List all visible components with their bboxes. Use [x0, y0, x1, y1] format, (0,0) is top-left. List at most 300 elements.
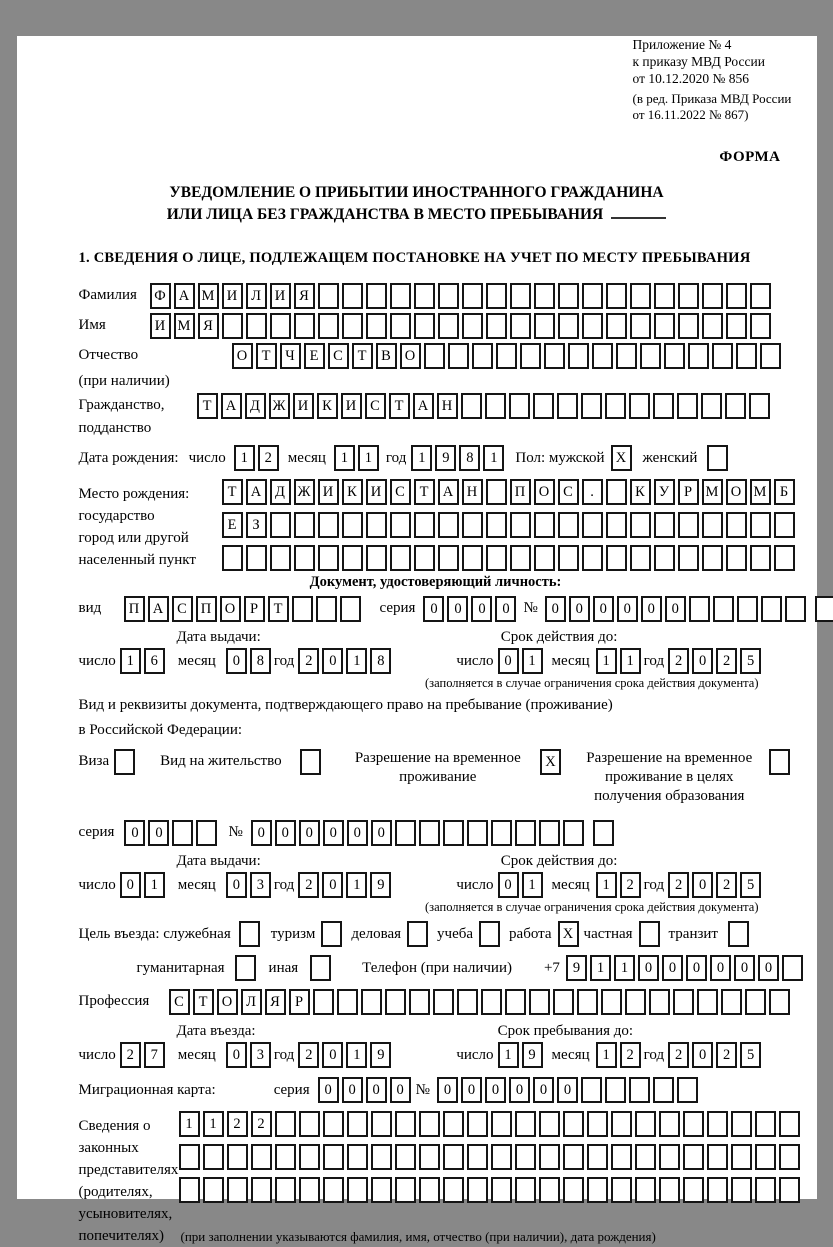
- char-box[interactable]: [534, 313, 555, 339]
- char-box[interactable]: X: [611, 445, 632, 471]
- char-box[interactable]: И: [341, 393, 362, 419]
- char-box[interactable]: 8: [250, 648, 271, 674]
- char-box[interactable]: 0: [342, 1077, 363, 1103]
- char-box[interactable]: [515, 1111, 536, 1137]
- char-box[interactable]: [366, 283, 387, 309]
- char-box[interactable]: [630, 313, 651, 339]
- representatives-row3-input[interactable]: [179, 1177, 803, 1203]
- char-box[interactable]: [486, 283, 507, 309]
- char-box[interactable]: [774, 512, 795, 538]
- char-box[interactable]: [342, 283, 363, 309]
- residence-valid-day[interactable]: [498, 872, 546, 898]
- char-box[interactable]: [654, 545, 675, 571]
- char-box[interactable]: [683, 1111, 704, 1137]
- char-box[interactable]: [419, 1144, 440, 1170]
- char-box[interactable]: 0: [498, 872, 519, 898]
- char-box[interactable]: [457, 989, 478, 1015]
- char-box[interactable]: [486, 512, 507, 538]
- char-box[interactable]: [563, 1144, 584, 1170]
- char-box[interactable]: 2: [620, 872, 641, 898]
- char-box[interactable]: [654, 313, 675, 339]
- char-box[interactable]: О: [220, 596, 241, 622]
- char-box[interactable]: [582, 283, 603, 309]
- char-box[interactable]: [659, 1111, 680, 1137]
- char-box[interactable]: 0: [226, 648, 247, 674]
- char-box[interactable]: [467, 1177, 488, 1203]
- char-box[interactable]: [563, 1177, 584, 1203]
- birthplace-row3-input[interactable]: [222, 545, 798, 571]
- char-box[interactable]: [701, 393, 722, 419]
- char-box[interactable]: О: [217, 989, 238, 1015]
- char-box[interactable]: Я: [265, 989, 286, 1015]
- char-box[interactable]: [361, 989, 382, 1015]
- char-box[interactable]: 9: [370, 872, 391, 898]
- char-box[interactable]: 9: [566, 955, 587, 981]
- char-box[interactable]: [371, 1144, 392, 1170]
- char-box[interactable]: [755, 1111, 776, 1137]
- char-box[interactable]: 1: [346, 872, 367, 898]
- char-box[interactable]: 3: [250, 872, 271, 898]
- phone-input[interactable]: [566, 955, 806, 981]
- char-box[interactable]: [179, 1144, 200, 1170]
- char-box[interactable]: И: [270, 283, 291, 309]
- char-box[interactable]: 0: [641, 596, 662, 622]
- char-box[interactable]: Ж: [294, 479, 315, 505]
- char-box[interactable]: 1: [179, 1111, 200, 1137]
- char-box[interactable]: [587, 1177, 608, 1203]
- char-box[interactable]: [323, 1144, 344, 1170]
- char-box[interactable]: М: [750, 479, 771, 505]
- char-box[interactable]: [323, 1111, 344, 1137]
- char-box[interactable]: [563, 820, 584, 846]
- char-box[interactable]: С: [172, 596, 193, 622]
- char-box[interactable]: [172, 820, 193, 846]
- char-box[interactable]: [653, 393, 674, 419]
- char-box[interactable]: 1: [234, 445, 255, 471]
- char-box[interactable]: [227, 1144, 248, 1170]
- char-box[interactable]: 1: [334, 445, 355, 471]
- char-box[interactable]: А: [174, 283, 195, 309]
- char-box[interactable]: [678, 313, 699, 339]
- char-box[interactable]: 0: [533, 1077, 554, 1103]
- char-box[interactable]: С: [390, 479, 411, 505]
- char-box[interactable]: [568, 343, 589, 369]
- char-box[interactable]: [414, 283, 435, 309]
- char-box[interactable]: [496, 343, 517, 369]
- char-box[interactable]: [635, 1177, 656, 1203]
- char-box[interactable]: [310, 955, 331, 981]
- char-box[interactable]: [750, 313, 771, 339]
- char-box[interactable]: 0: [323, 820, 344, 846]
- char-box[interactable]: [539, 1111, 560, 1137]
- char-box[interactable]: А: [438, 479, 459, 505]
- char-box[interactable]: [390, 283, 411, 309]
- migration-number-input[interactable]: [437, 1077, 701, 1103]
- char-box[interactable]: 1: [620, 648, 641, 674]
- char-box[interactable]: [462, 545, 483, 571]
- char-box[interactable]: [611, 1111, 632, 1137]
- char-box[interactable]: [702, 545, 723, 571]
- char-box[interactable]: Н: [437, 393, 458, 419]
- char-box[interactable]: [461, 393, 482, 419]
- char-box[interactable]: [275, 1144, 296, 1170]
- char-box[interactable]: [713, 596, 734, 622]
- char-box[interactable]: А: [246, 479, 267, 505]
- doc-issue-day[interactable]: [120, 648, 168, 674]
- char-box[interactable]: М: [198, 283, 219, 309]
- char-box[interactable]: [323, 1177, 344, 1203]
- char-box[interactable]: 2: [298, 648, 319, 674]
- char-box[interactable]: 1: [346, 1042, 367, 1068]
- char-box[interactable]: 0: [371, 820, 392, 846]
- char-box[interactable]: [654, 283, 675, 309]
- char-box[interactable]: 0: [569, 596, 590, 622]
- char-box[interactable]: [203, 1177, 224, 1203]
- char-box[interactable]: [316, 596, 337, 622]
- char-box[interactable]: [491, 1111, 512, 1137]
- sex-female-checkbox[interactable]: [707, 445, 731, 471]
- char-box[interactable]: [577, 989, 598, 1015]
- char-box[interactable]: [731, 1177, 752, 1203]
- char-box[interactable]: [505, 989, 526, 1015]
- char-box[interactable]: [318, 283, 339, 309]
- char-box[interactable]: 1: [522, 648, 543, 674]
- char-box[interactable]: X: [540, 749, 561, 775]
- char-box[interactable]: М: [702, 479, 723, 505]
- char-box[interactable]: 1: [596, 648, 617, 674]
- char-box[interactable]: [275, 1177, 296, 1203]
- char-box[interactable]: [750, 512, 771, 538]
- char-box[interactable]: [438, 313, 459, 339]
- char-box[interactable]: [769, 989, 790, 1015]
- char-box[interactable]: 2: [258, 445, 279, 471]
- char-box[interactable]: С: [365, 393, 386, 419]
- char-box[interactable]: [366, 512, 387, 538]
- char-box[interactable]: 0: [692, 1042, 713, 1068]
- residence-valid-year[interactable]: [668, 872, 764, 898]
- char-box[interactable]: [769, 749, 790, 775]
- char-box[interactable]: [606, 512, 627, 538]
- birthplace-row2-input[interactable]: [222, 512, 798, 538]
- char-box[interactable]: [424, 343, 445, 369]
- visa-checkbox[interactable]: [114, 747, 138, 775]
- char-box[interactable]: 0: [251, 820, 272, 846]
- char-box[interactable]: [510, 512, 531, 538]
- char-box[interactable]: [419, 820, 440, 846]
- char-box[interactable]: [640, 343, 661, 369]
- char-box[interactable]: [196, 820, 217, 846]
- char-box[interactable]: Е: [304, 343, 325, 369]
- char-box[interactable]: 0: [148, 820, 169, 846]
- char-box[interactable]: [203, 1144, 224, 1170]
- char-box[interactable]: [815, 596, 833, 622]
- char-box[interactable]: [736, 343, 757, 369]
- char-box[interactable]: [179, 1177, 200, 1203]
- char-box[interactable]: [625, 989, 646, 1015]
- char-box[interactable]: [726, 313, 747, 339]
- char-box[interactable]: [395, 1177, 416, 1203]
- char-box[interactable]: [438, 545, 459, 571]
- char-box[interactable]: [371, 1177, 392, 1203]
- char-box[interactable]: С: [328, 343, 349, 369]
- residence-valid-month[interactable]: [596, 872, 644, 898]
- char-box[interactable]: [725, 393, 746, 419]
- char-box[interactable]: [653, 1077, 674, 1103]
- char-box[interactable]: [515, 1144, 536, 1170]
- char-box[interactable]: [300, 749, 321, 775]
- purpose-humanitarian-checkbox[interactable]: [235, 955, 259, 981]
- char-box[interactable]: [582, 545, 603, 571]
- profession-input[interactable]: [169, 989, 793, 1015]
- char-box[interactable]: П: [510, 479, 531, 505]
- char-box[interactable]: [515, 820, 536, 846]
- char-box[interactable]: Л: [246, 283, 267, 309]
- char-box[interactable]: 0: [322, 1042, 343, 1068]
- char-box[interactable]: [707, 445, 728, 471]
- char-box[interactable]: [385, 989, 406, 1015]
- char-box[interactable]: [630, 512, 651, 538]
- doc-issue-month[interactable]: [226, 648, 274, 674]
- representatives-row2-input[interactable]: [179, 1144, 803, 1170]
- char-box[interactable]: [774, 545, 795, 571]
- char-box[interactable]: Д: [270, 479, 291, 505]
- char-box[interactable]: [582, 313, 603, 339]
- temp-residence-checkbox[interactable]: [540, 747, 564, 775]
- char-box[interactable]: Р: [289, 989, 310, 1015]
- char-box[interactable]: [443, 1111, 464, 1137]
- char-box[interactable]: [702, 283, 723, 309]
- char-box[interactable]: [321, 921, 342, 947]
- char-box[interactable]: 0: [322, 648, 343, 674]
- char-box[interactable]: 1: [144, 872, 165, 898]
- char-box[interactable]: [414, 545, 435, 571]
- char-box[interactable]: 1: [120, 648, 141, 674]
- char-box[interactable]: 0: [318, 1077, 339, 1103]
- char-box[interactable]: [593, 820, 614, 846]
- char-box[interactable]: [395, 1111, 416, 1137]
- char-box[interactable]: [251, 1144, 272, 1170]
- char-box[interactable]: [443, 1144, 464, 1170]
- char-box[interactable]: [486, 313, 507, 339]
- representatives-row1-input[interactable]: [179, 1111, 803, 1137]
- char-box[interactable]: [407, 921, 428, 947]
- char-box[interactable]: [529, 989, 550, 1015]
- char-box[interactable]: [606, 545, 627, 571]
- char-box[interactable]: З: [246, 512, 267, 538]
- char-box[interactable]: [294, 313, 315, 339]
- purpose-transit-checkbox[interactable]: [728, 921, 752, 947]
- doc-kind-input[interactable]: [124, 596, 364, 622]
- char-box[interactable]: [544, 343, 565, 369]
- patronymic-input[interactable]: [232, 343, 784, 369]
- char-box[interactable]: 0: [509, 1077, 530, 1103]
- char-box[interactable]: [673, 989, 694, 1015]
- char-box[interactable]: 2: [716, 872, 737, 898]
- char-box[interactable]: Т: [197, 393, 218, 419]
- char-box[interactable]: Т: [268, 596, 289, 622]
- char-box[interactable]: 0: [495, 596, 516, 622]
- migration-series-input[interactable]: [318, 1077, 414, 1103]
- char-box[interactable]: [606, 283, 627, 309]
- char-box[interactable]: [222, 545, 243, 571]
- char-box[interactable]: [755, 1177, 776, 1203]
- char-box[interactable]: Р: [244, 596, 265, 622]
- char-box[interactable]: О: [534, 479, 555, 505]
- char-box[interactable]: О: [400, 343, 421, 369]
- char-box[interactable]: О: [232, 343, 253, 369]
- char-box[interactable]: 0: [692, 648, 713, 674]
- purpose-private-checkbox[interactable]: [639, 921, 663, 947]
- doc-valid-year[interactable]: [668, 648, 764, 674]
- char-box[interactable]: [581, 1077, 602, 1103]
- char-box[interactable]: [366, 313, 387, 339]
- char-box[interactable]: [270, 545, 291, 571]
- char-box[interactable]: [340, 596, 361, 622]
- char-box[interactable]: [313, 989, 334, 1015]
- char-box[interactable]: [553, 989, 574, 1015]
- char-box[interactable]: [227, 1177, 248, 1203]
- char-box[interactable]: [462, 512, 483, 538]
- char-box[interactable]: [731, 1111, 752, 1137]
- char-box[interactable]: [472, 343, 493, 369]
- char-box[interactable]: [467, 1144, 488, 1170]
- char-box[interactable]: [419, 1111, 440, 1137]
- char-box[interactable]: [371, 1111, 392, 1137]
- char-box[interactable]: 0: [545, 596, 566, 622]
- char-box[interactable]: [629, 1077, 650, 1103]
- char-box[interactable]: 2: [716, 648, 737, 674]
- char-box[interactable]: 0: [471, 596, 492, 622]
- char-box[interactable]: [728, 921, 749, 947]
- char-box[interactable]: [606, 313, 627, 339]
- char-box[interactable]: [114, 749, 135, 775]
- char-box[interactable]: [534, 545, 555, 571]
- char-box[interactable]: И: [293, 393, 314, 419]
- char-box[interactable]: [467, 820, 488, 846]
- char-box[interactable]: X: [558, 921, 579, 947]
- char-box[interactable]: 1: [411, 445, 432, 471]
- char-box[interactable]: [629, 393, 650, 419]
- char-box[interactable]: [318, 313, 339, 339]
- residence-issue-month[interactable]: [226, 872, 274, 898]
- char-box[interactable]: [275, 1111, 296, 1137]
- char-box[interactable]: [726, 512, 747, 538]
- char-box[interactable]: [299, 1177, 320, 1203]
- char-box[interactable]: [601, 989, 622, 1015]
- purpose-work-checkbox[interactable]: [558, 921, 582, 947]
- char-box[interactable]: [563, 1111, 584, 1137]
- purpose-official-checkbox[interactable]: [239, 921, 263, 947]
- char-box[interactable]: 2: [298, 1042, 319, 1068]
- char-box[interactable]: 0: [710, 955, 731, 981]
- residence-series-input[interactable]: [124, 820, 220, 846]
- stay-year[interactable]: [668, 1042, 764, 1068]
- char-box[interactable]: [635, 1111, 656, 1137]
- entry-day[interactable]: [120, 1042, 168, 1068]
- char-box[interactable]: Н: [462, 479, 483, 505]
- char-box[interactable]: [510, 313, 531, 339]
- char-box[interactable]: [539, 1144, 560, 1170]
- char-box[interactable]: А: [148, 596, 169, 622]
- char-box[interactable]: [707, 1144, 728, 1170]
- char-box[interactable]: Т: [414, 479, 435, 505]
- char-box[interactable]: [782, 955, 803, 981]
- char-box[interactable]: [342, 313, 363, 339]
- char-box[interactable]: Я: [198, 313, 219, 339]
- char-box[interactable]: [515, 1177, 536, 1203]
- char-box[interactable]: А: [413, 393, 434, 419]
- purpose-business-checkbox[interactable]: [407, 921, 431, 947]
- char-box[interactable]: [677, 393, 698, 419]
- char-box[interactable]: [678, 512, 699, 538]
- char-box[interactable]: Л: [241, 989, 262, 1015]
- char-box[interactable]: Я: [294, 283, 315, 309]
- char-box[interactable]: [616, 343, 637, 369]
- char-box[interactable]: [678, 545, 699, 571]
- char-box[interactable]: [745, 989, 766, 1015]
- char-box[interactable]: [299, 1144, 320, 1170]
- char-box[interactable]: [462, 283, 483, 309]
- char-box[interactable]: 2: [668, 872, 689, 898]
- char-box[interactable]: Т: [222, 479, 243, 505]
- char-box[interactable]: 1: [596, 1042, 617, 1068]
- char-box[interactable]: [606, 479, 627, 505]
- char-box[interactable]: [347, 1111, 368, 1137]
- char-box[interactable]: И: [318, 479, 339, 505]
- char-box[interactable]: 0: [662, 955, 683, 981]
- doc-valid-day[interactable]: [498, 648, 546, 674]
- char-box[interactable]: [520, 343, 541, 369]
- char-box[interactable]: [712, 343, 733, 369]
- char-box[interactable]: С: [169, 989, 190, 1015]
- char-box[interactable]: [222, 313, 243, 339]
- char-box[interactable]: [509, 393, 530, 419]
- char-box[interactable]: [299, 1111, 320, 1137]
- char-box[interactable]: К: [630, 479, 651, 505]
- char-box[interactable]: [539, 1177, 560, 1203]
- char-box[interactable]: 5: [740, 648, 761, 674]
- char-box[interactable]: 1: [522, 872, 543, 898]
- char-box[interactable]: 0: [124, 820, 145, 846]
- char-box[interactable]: 2: [620, 1042, 641, 1068]
- surname-input[interactable]: [150, 283, 774, 309]
- char-box[interactable]: 8: [459, 445, 480, 471]
- char-box[interactable]: [582, 512, 603, 538]
- char-box[interactable]: [409, 989, 430, 1015]
- char-box[interactable]: [270, 313, 291, 339]
- char-box[interactable]: [533, 393, 554, 419]
- char-box[interactable]: 0: [665, 596, 686, 622]
- char-box[interactable]: [534, 283, 555, 309]
- char-box[interactable]: [558, 545, 579, 571]
- char-box[interactable]: [707, 1177, 728, 1203]
- char-box[interactable]: [750, 545, 771, 571]
- char-box[interactable]: [438, 283, 459, 309]
- doc-series-input[interactable]: [423, 596, 519, 622]
- char-box[interactable]: 0: [322, 872, 343, 898]
- char-box[interactable]: 0: [485, 1077, 506, 1103]
- char-box[interactable]: 1: [358, 445, 379, 471]
- stay-month[interactable]: [596, 1042, 644, 1068]
- char-box[interactable]: [467, 1111, 488, 1137]
- char-box[interactable]: 0: [461, 1077, 482, 1103]
- char-box[interactable]: [390, 313, 411, 339]
- char-box[interactable]: [677, 1077, 698, 1103]
- edu-residence-checkbox[interactable]: [769, 747, 793, 775]
- char-box[interactable]: 1: [346, 648, 367, 674]
- char-box[interactable]: К: [317, 393, 338, 419]
- char-box[interactable]: 0: [390, 1077, 411, 1103]
